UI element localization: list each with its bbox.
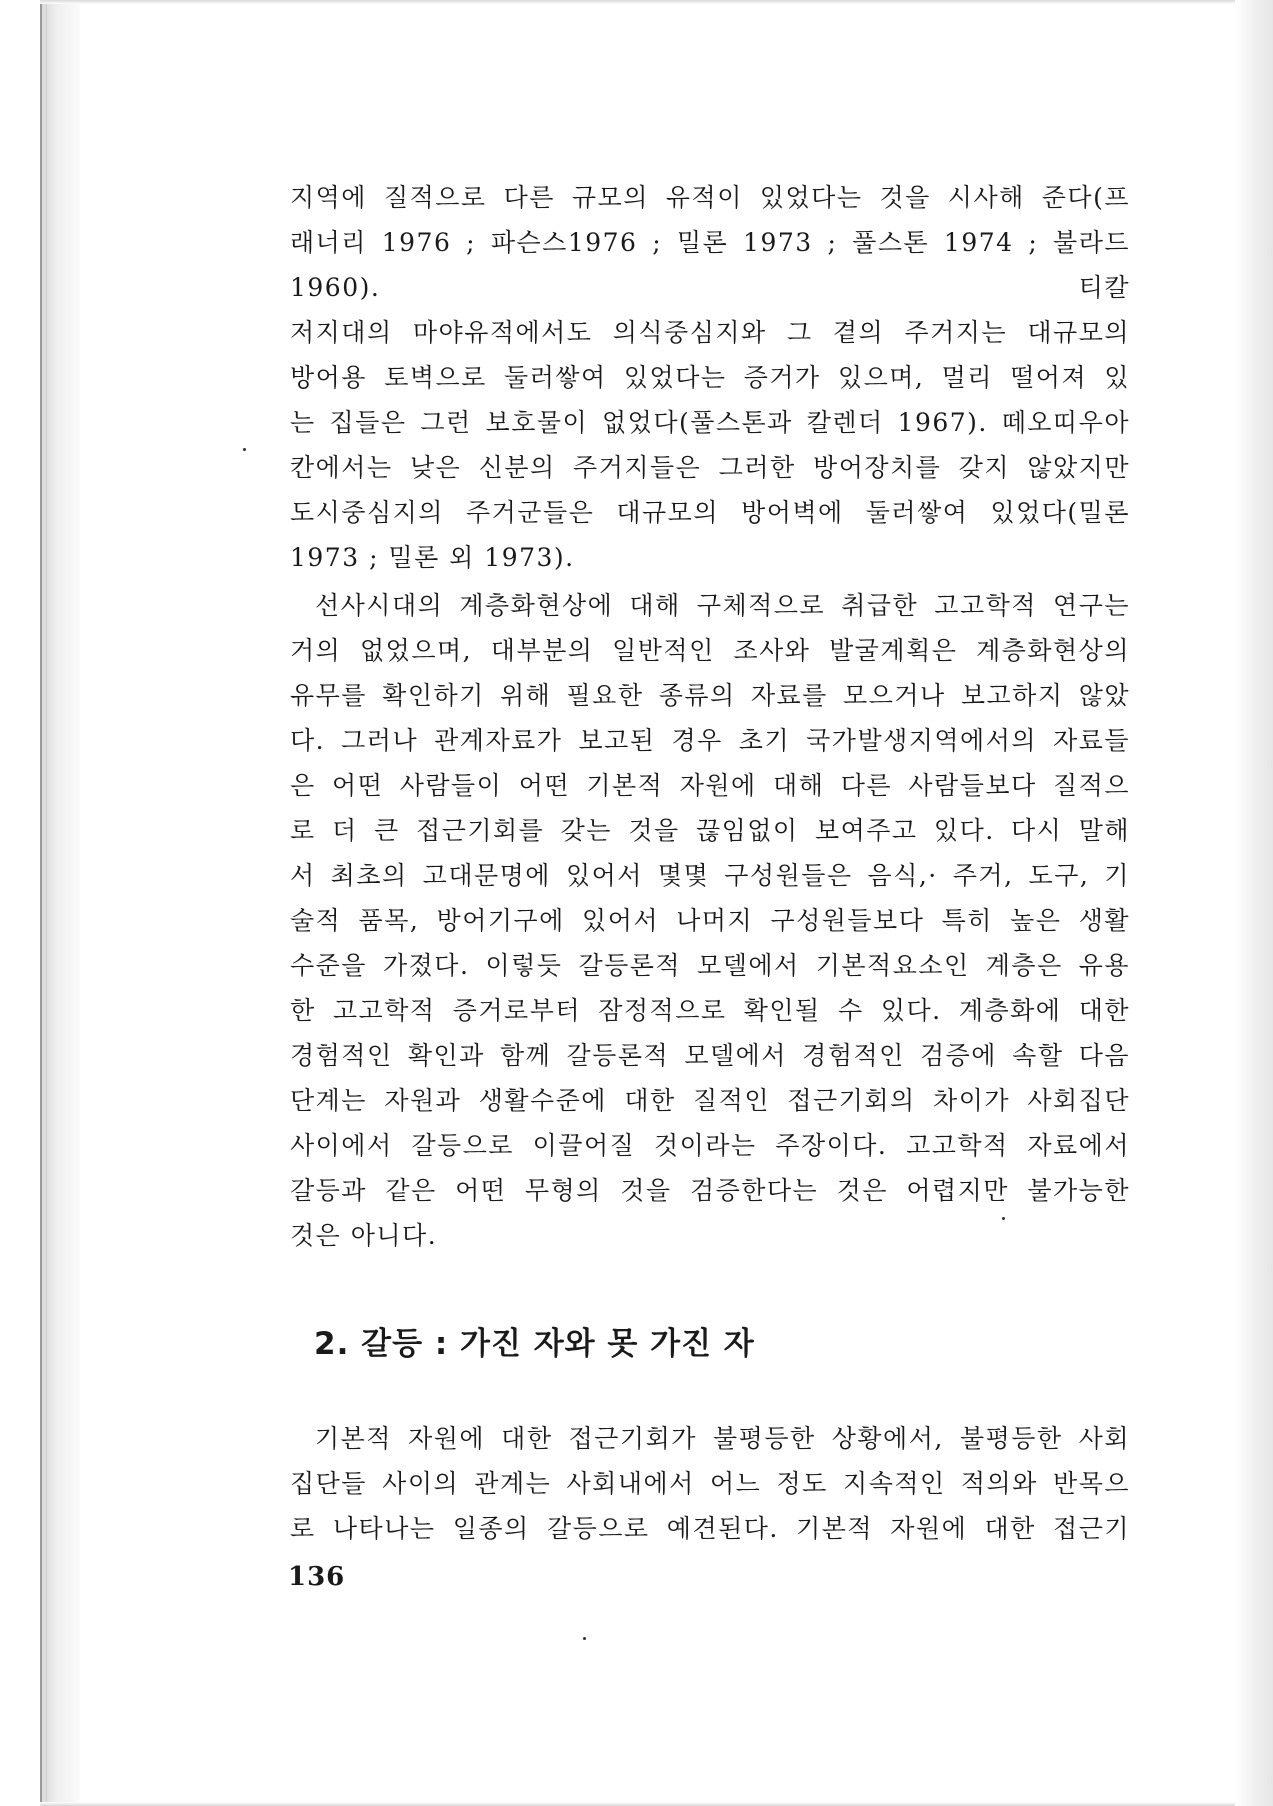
paragraph-line: 로 나타나는 일종의 갈등으로 예견된다. 기본적 자원에 대한 접근기 [290,1514,1130,1543]
page-number: 136 [288,1562,346,1592]
paragraph-line: 선사시대의 계층화현상에 대해 구체적으로 취급한 고고학적 연구는 [315,591,1130,620]
paragraph-line: 지역에 질적으로 다른 규모의 유적이 있었다는 것을 시사해 준다(프 [290,183,1130,212]
paragraph-line: 는 집들은 그런 보호물이 없었다(풀스톤과 칼렌더 1967). 떼오띠우아 [290,408,1130,437]
page-edge-left [40,0,80,1806]
paragraph-line: 도시중심지의 주거군들은 대규모의 방어벽에 둘러쌓여 있었다(밀론 [290,498,1130,527]
paragraph-line: 저지대의 마야유적에서도 의식중심지와 그 곁의 주거지는 대규모의 [290,318,1130,347]
paragraph-line: 거의 없었으며, 대부분의 일반적인 조사와 발굴계획은 계층화현상의 [290,636,1130,665]
paragraph-line: 서 최초의 고대문명에 있어서 몇몇 구성원들은 음식,· 주거, 도구, 기 [290,861,1130,890]
paragraph-line: 유무를 확인하기 위해 필요한 종류의 자료를 모으거나 보고하지 않았 [290,681,1130,710]
paragraph-line: 로 더 큰 접근기회를 갖는 것을 끊임없이 보여주고 있다. 다시 말해 [290,816,1130,845]
section-paragraph [290,1416,1130,1551]
page-edge-right [1235,0,1273,1806]
section-heading: 2. 갈등 : 가진 자와 못 가진 자 [314,1326,755,1362]
paragraph-1 [290,175,1130,580]
page-content [290,175,1130,1551]
scan-speck [583,1637,586,1640]
paragraph-line: 사이에서 갈등으로 이끌어질 것이라는 주장이다. 고고학적 자료에서 [290,1131,1130,1160]
paragraph-line: 래너리 1976 ; 파슨스1976 ; 밀론 1973 ; 풀스톤 1974 ; 불라드 1960). 티칼 [290,228,1130,302]
scan-speck [1002,1217,1005,1220]
paragraph-line: 갈등과 같은 어떤 무형의 것을 검증한다는 것은 어렵지만 불가능한 [290,1176,1130,1205]
page-edge-bottom [40,1802,1235,1806]
paragraph-line: 경험적인 확인과 함께 갈등론적 모델에서 경험적인 검증에 속할 다음 [290,1041,1130,1070]
paragraph-line: 단계는 자원과 생활수준에 대한 질적인 접근기회의 차이가 사회집단 [290,1086,1130,1115]
paragraph-line: 기본적 자원에 대한 접근기회가 불평등한 상황에서, 불평등한 사회 [315,1424,1130,1453]
scan-speck [243,448,246,451]
paragraph-line: 은 어떤 사람들이 어떤 기본적 자원에 대해 다른 사람들보다 질적으 [290,771,1130,800]
paragraph-line: 집단들 사이의 관계는 사회내에서 어느 정도 지속적인 적의와 반목으 [290,1469,1130,1498]
paragraph-line: 칸에서는 낮은 신분의 주거지들은 그러한 방어장치를 갖지 않았지만 [290,453,1130,482]
paragraph-line: 것은 아니다. [290,1221,438,1250]
paragraph-line: 수준을 가졌다. 이렇듯 갈등론적 모델에서 기본적요소인 계층은 유용 [290,951,1130,980]
paragraph-line: 술적 품목, 방어기구에 있어서 나머지 구성원들보다 특히 높은 생활 [290,906,1130,935]
page-edge-top [40,0,1235,4]
paragraph-line: 1973 ; 밀론 외 1973). [290,543,575,572]
paragraph-line: 다. 그러나 관계자료가 보고된 경우 초기 국가발생지역에서의 자료들 [290,726,1130,755]
paragraph-2 [290,583,1130,1258]
paragraph-line: 방어용 토벽으로 둘러쌓여 있었다는 증거가 있으며, 멀리 떨어져 있 [290,363,1130,392]
paragraph-line: 한 고고학적 증거로부터 잠정적으로 확인될 수 있다. 계층화에 대한 [290,996,1130,1025]
